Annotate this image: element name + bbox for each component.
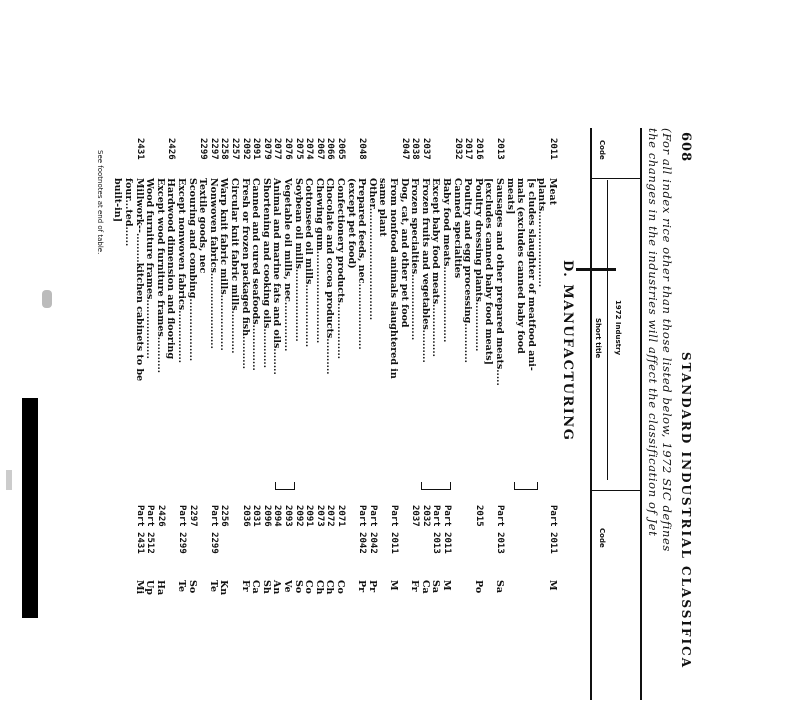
header-note-line-2: the changes in the industries will affect the classification of Jet (646, 128, 660, 537)
row-new-title: Co (303, 580, 315, 594)
row-new-title: M (388, 580, 399, 591)
row-new-title: So (186, 580, 198, 594)
page-number: 608 (678, 132, 693, 163)
row-new-code: 2071 (336, 505, 346, 527)
header-code-left: Code (598, 140, 606, 160)
row-short-title: Animal and marine fats and oils........ (271, 178, 283, 375)
row-new-title: Sa (430, 580, 442, 594)
row-short-title: Nonwoven fabrics....................... (207, 178, 219, 349)
row-short-title: meats] (504, 178, 516, 215)
row-new-code: 2092 (293, 505, 304, 527)
running-title: STANDARD INDUSTRIAL CLASSIFICA (679, 352, 693, 670)
row-short-title: Frozen fruits and vegetables.......... (419, 178, 431, 363)
row-new-title: Ch (324, 580, 336, 595)
row-new-title: Fr (239, 580, 251, 592)
row-short-title: Shortening and cooking oils............ (260, 178, 272, 369)
row-short-title: same plant (377, 178, 389, 237)
row-short-title: plants....................... (536, 178, 548, 288)
row-new-title: Up (144, 580, 156, 595)
row-new-code: 2096 (261, 505, 272, 527)
row-code: 2075 (293, 138, 304, 160)
row-new-code: 2256 (219, 505, 230, 527)
scan-smudge (42, 290, 52, 308)
row-new-code: 2297 (187, 505, 198, 527)
column-divider-1 (592, 178, 642, 179)
row-code: 2257 (230, 138, 240, 160)
row-code: 2074 (304, 138, 315, 160)
table-footnote: See footnotes at end of table. (96, 150, 104, 255)
row-short-title: Dog, cat, and other pet food (398, 178, 410, 328)
column-divider-2 (592, 490, 642, 491)
brace-pet-food (421, 482, 451, 490)
row-short-title: Frozen specialties.................... (409, 178, 421, 341)
row-short-title: From nonfood animals slaughtered in (388, 178, 399, 379)
row-code: 2016 (473, 138, 484, 160)
row-new-code: 2036 (240, 505, 251, 527)
row-new-code: 2091 (304, 505, 315, 527)
row-new-title: Fr (409, 580, 421, 592)
brace-knit (275, 482, 295, 490)
row-new-code: Part 2512 (145, 505, 156, 554)
row-new-title: Po (472, 580, 484, 594)
row-short-title: Chocolate and cocoa products........... (324, 178, 336, 375)
row-new-code: 2073 (314, 505, 325, 527)
row-short-title: Except wood furniture frames........... (154, 178, 166, 374)
row-short-title: Soybean oil mills...................... (292, 178, 304, 342)
row-short-title: Hardwood dimension and flooring (165, 178, 177, 360)
row-new-code: 2032 (420, 505, 431, 527)
rotated-document-page (96, 0, 700, 700)
row-short-title: Poultry and egg processing............ (462, 178, 474, 363)
row-short-title: [s cludes slaughter of meatfood ani- (525, 178, 537, 371)
row-short-title: Circular knit fabric mills............. (229, 178, 240, 354)
row-short-title: Canned specialties (451, 178, 463, 279)
row-new-code: Part 2042 (367, 505, 378, 554)
row-new-title: Pr (366, 580, 378, 593)
row-new-title: So (292, 580, 304, 594)
row-short-title: Warp knit fabric mills................. (218, 178, 230, 351)
row-code: 2047 (399, 138, 410, 160)
row-new-title: Sh (260, 580, 272, 594)
row-short-title: Canned and cured seafoods.............. (250, 178, 262, 371)
row-new-title: Te (207, 580, 219, 593)
row-short-title: Baby food meats....................... (441, 178, 452, 343)
row-code: 2048 (357, 138, 368, 160)
brace-poultry (514, 482, 538, 490)
row-new-title: An (271, 580, 283, 595)
row-short-title: Poultry dressing plants............... (472, 178, 484, 352)
row-code: 2013 (495, 138, 505, 160)
row-code: 2299 (198, 138, 209, 160)
section-title: D. MANUFACTURING (560, 260, 575, 442)
scan-speck (6, 470, 12, 490)
row-new-title: Mi (133, 580, 145, 595)
row-new-code: Part 2431 (134, 505, 145, 554)
row-new-title: Ca (250, 580, 262, 594)
row-new-title: Te (176, 580, 187, 593)
scan-edge-shadow (22, 398, 38, 618)
header-bottom-rule (591, 128, 593, 700)
row-short-title: (except pet food) (345, 178, 357, 269)
row-code: 2038 (410, 138, 421, 160)
header-code-right: Code (598, 528, 606, 548)
row-code: 2067 (314, 138, 325, 160)
row-code: 2037 (420, 138, 431, 160)
row-code: 2077 (272, 138, 283, 160)
row-short-title: Cottonseed oil mills................... (303, 178, 315, 348)
row-short-title: Textile goods, nec (197, 178, 209, 274)
row-code: 2011 (548, 138, 558, 160)
row-new-title: Ch (313, 580, 325, 595)
row-new-title: Ve (282, 580, 293, 593)
row-short-title: Scouring and combing................... (186, 178, 198, 362)
row-new-title: Ca (419, 580, 431, 594)
row-short-title: Vegetable oil mills, nec............... (282, 178, 293, 352)
row-new-title: Ha (154, 580, 166, 596)
row-short-title: mals (excludes canned baby food (515, 178, 527, 354)
row-code: 2426 (166, 138, 177, 160)
row-short-title: Sausages and other prepared meats..... (494, 178, 505, 386)
row-short-title: Millwork--.........kitchen cabinets to be (133, 178, 145, 382)
row-code: 2065 (336, 138, 346, 160)
row-short-title: Prepared feeds, nec.................... (356, 178, 368, 350)
row-new-code: 2015 (473, 505, 484, 527)
row-code: 2032 (452, 138, 463, 160)
row-new-code: Part 2013 (495, 505, 505, 554)
row-new-title: M (441, 580, 452, 591)
row-short-title: Confectionery products................. (335, 178, 346, 360)
top-rule (641, 128, 643, 700)
row-short-title: built-in] (112, 178, 124, 223)
row-code: 2431 (134, 138, 145, 160)
header-sub-rule (607, 180, 608, 480)
row-short-title: four...ted...... (123, 178, 134, 247)
row-code: 2297 (208, 138, 219, 160)
row-short-title: Except baby food meats................ (430, 178, 442, 357)
row-new-code: Part 2042 (357, 505, 368, 554)
row-new-code: Part 2299 (208, 505, 219, 554)
header-note-line-1: (For all index rice other than those listed below, 1972 SIC defines (660, 128, 674, 552)
row-short-title: [excludes canned baby food meats] (483, 178, 495, 366)
row-short-title: Except nonwoven fabrics................ (176, 178, 187, 364)
row-short-title: Chewing gum............................ (313, 178, 325, 344)
row-new-code: 2031 (251, 505, 262, 527)
row-new-code: 2037 (410, 505, 421, 527)
row-new-title: Pr (356, 580, 368, 593)
row-new-code: Part 2013 (431, 505, 442, 554)
row-new-code: 2094 (272, 505, 283, 527)
row-code: 2066 (325, 138, 336, 160)
row-short-title: Other.................................. (366, 178, 378, 321)
row-new-code: Part 2011 (548, 505, 558, 554)
row-new-title: Co (335, 580, 346, 594)
row-code: 2092 (240, 138, 251, 160)
row-code: 2091 (251, 138, 262, 160)
row-short-title: Meat (547, 178, 558, 206)
scan-mark (576, 268, 616, 271)
row-code: 2076 (283, 138, 293, 160)
row-short-title: Fresh or frozen packaged fish.......... (239, 178, 251, 370)
row-short-title: Wood furniture frames.................. (144, 178, 156, 359)
row-new-title: Sa (494, 580, 505, 594)
row-new-code: 2426 (155, 505, 166, 527)
row-new-title: Kn (218, 580, 230, 596)
header-1972-industry: 1972 Industry (614, 300, 622, 356)
row-new-code: 2093 (283, 505, 293, 527)
row-new-code: Part 2011 (389, 505, 399, 554)
row-new-title: M (547, 580, 558, 591)
row-new-code: Part 2299 (177, 505, 187, 554)
row-code: 2079 (261, 138, 272, 160)
row-new-code: Part 2011 (442, 505, 452, 554)
header-short-title: Short title (594, 318, 602, 359)
row-code: 2017 (463, 138, 474, 160)
row-new-code: 2072 (325, 505, 336, 527)
row-code: 2258 (219, 138, 230, 160)
